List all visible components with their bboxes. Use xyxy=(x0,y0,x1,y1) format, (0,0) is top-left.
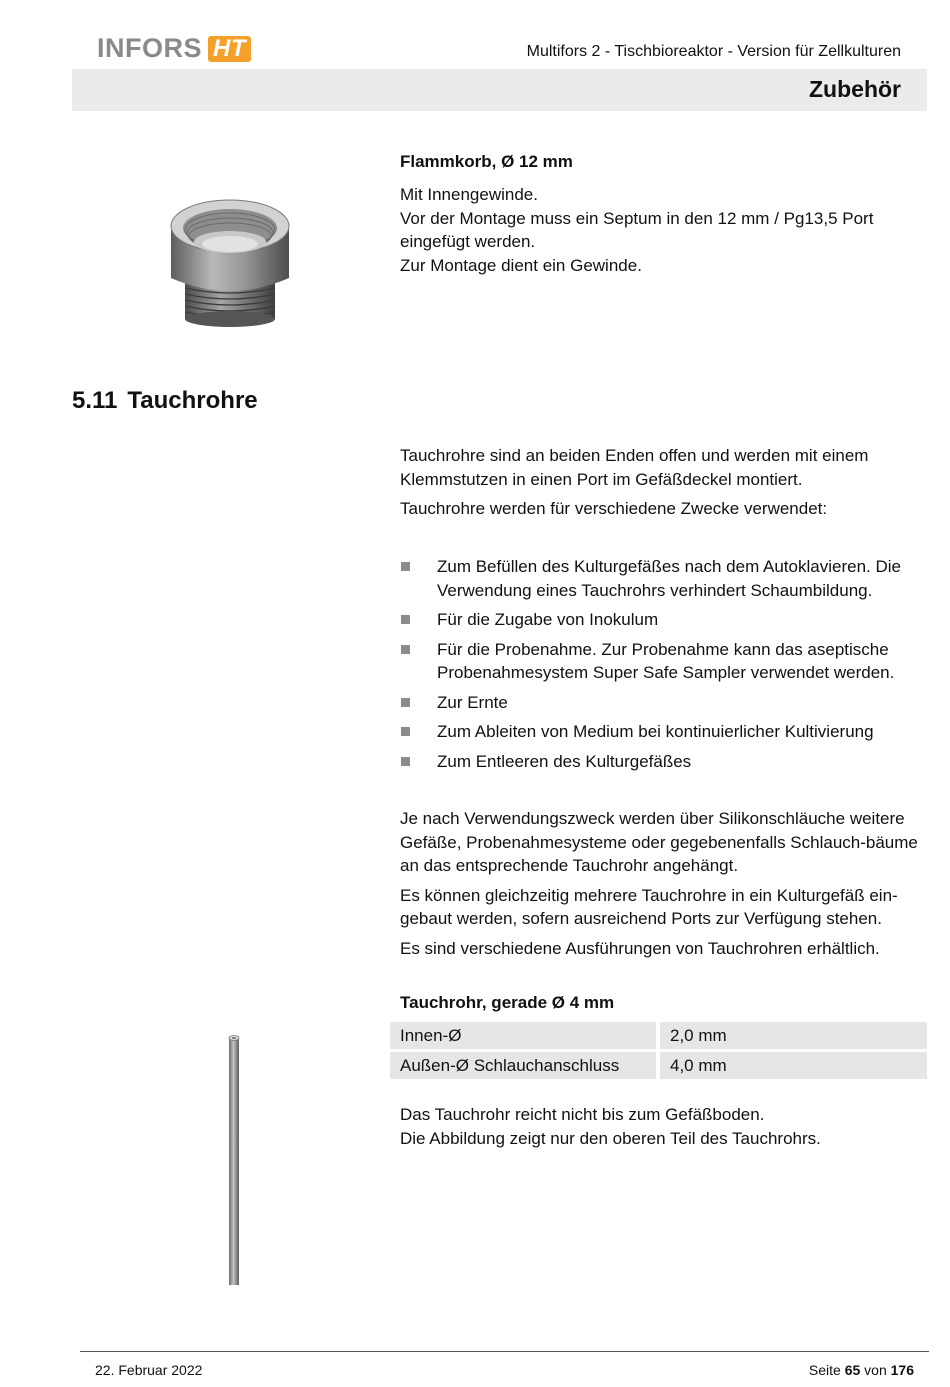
note-line: Das Tauchrohr reicht nicht bis zum Gefäßboden. xyxy=(400,1105,765,1124)
page-separator: von xyxy=(864,1362,887,1378)
flammkorb-line: Vor der Montage muss ein Septum in den 12 mm / Pg13,5 Port eingefügt werden. xyxy=(400,208,874,251)
page-number xyxy=(809,1362,914,1378)
square-bullet-icon xyxy=(401,698,410,707)
spec-key: Außen-Ø Schlauchanschluss xyxy=(390,1052,656,1079)
list-item xyxy=(400,638,928,685)
list-item xyxy=(400,750,928,774)
document-title: Multifors 2 - Tischbioreaktor - Version für Zellkulturen xyxy=(526,43,901,60)
company-logo xyxy=(97,33,251,64)
section-title: Zubehör xyxy=(809,76,901,102)
list-item-text: Zum Ableiten von Medium bei kontinuierlicher Kultivierung xyxy=(437,722,874,741)
list-item-text: Zum Befüllen des Kulturgefäßes nach dem Autoklavieren. Die Verwendung eines Tauchrohrs verhindert Schaumbildung. xyxy=(437,557,901,600)
spec-key: Innen-Ø xyxy=(390,1022,656,1049)
page-prefix: Seite xyxy=(808,1362,841,1378)
flammkorb-image xyxy=(165,186,295,333)
list-item xyxy=(400,720,928,744)
paragraph: Tauchrohre werden für verschiedene Zwecke verwendet: xyxy=(400,499,828,518)
list-item xyxy=(400,608,928,632)
flammkorb-description xyxy=(400,183,920,277)
square-bullet-icon xyxy=(401,615,410,624)
spec-value: 2,0 mm xyxy=(660,1022,927,1049)
chapter-title: Tauchrohre xyxy=(127,387,258,414)
page-current: 65 xyxy=(844,1362,861,1378)
square-bullet-icon xyxy=(401,727,410,736)
intro-text xyxy=(400,444,925,527)
paragraph: Es sind verschiedene Ausführungen von Tauchrohren erhältlich. xyxy=(400,938,880,958)
flammkorb-line: Zur Montage dient ein Gewinde. xyxy=(400,255,642,275)
list-item xyxy=(400,691,928,715)
paragraph: Je nach Verwendungszweck werden über Silikonschläuche weitere Gefäße, Probenahmesysteme oder gegebenenfalls Schlauch-bäume an das entsprechende Tauchrohr angehängt. xyxy=(400,809,918,875)
list-item-text: Für die Zugabe von Inokulum xyxy=(437,610,659,629)
list-item-text: Zur Ernte xyxy=(437,692,508,712)
logo-word: INFORS xyxy=(97,33,203,63)
logo-mark: HT xyxy=(208,36,251,62)
section-header-band xyxy=(72,69,927,111)
uses-list xyxy=(400,555,928,779)
page-total: 176 xyxy=(890,1362,914,1378)
table-row xyxy=(390,1052,927,1079)
footer-date: 22. Februar 2022 xyxy=(95,1362,203,1378)
tauchrohr-gerade-title: Tauchrohr, gerade Ø 4 mm xyxy=(400,993,615,1012)
footer-rule xyxy=(80,1351,929,1352)
flammkorb-title: Flammkorb, Ø 12 mm xyxy=(400,152,573,171)
details-text xyxy=(400,807,928,966)
tauchrohr-image xyxy=(225,1033,243,1294)
tauchrohr-note xyxy=(400,1103,920,1150)
paragraph: Tauchrohre sind an beiden Enden offen und werden mit einem Klemmstutzen in einen Port im Gefäßdeckel montiert. xyxy=(400,446,869,489)
flame-basket-illustration xyxy=(165,186,295,328)
dip-tube-illustration xyxy=(225,1033,243,1289)
square-bullet-icon xyxy=(401,757,410,766)
list-item-text: Zum Entleeren des Kulturgefäßes xyxy=(437,751,692,771)
spec-value: 4,0 mm xyxy=(660,1052,927,1079)
square-bullet-icon xyxy=(401,645,410,654)
chapter-number: 5.11 xyxy=(72,387,118,414)
list-item xyxy=(400,555,928,602)
table-row xyxy=(390,1022,927,1049)
chapter-heading xyxy=(72,387,258,415)
spec-table xyxy=(390,1022,927,1082)
list-item-text: Für die Probenahme. Zur Probenahme kann das aseptische Probenahmesystem Super Safe Sampler verwendet werden. xyxy=(437,639,895,682)
square-bullet-icon xyxy=(401,562,410,571)
flammkorb-line: Mit Innengewinde. xyxy=(400,185,538,204)
note-line: Die Abbildung zeigt nur den oberen Teil des Tauchrohrs. xyxy=(400,1128,821,1148)
paragraph: Es können gleichzeitig mehrere Tauchrohre in ein Kulturgefäß ein-gebaut werden, sofern ausreichend Ports zur Verfügung stehen. xyxy=(400,885,898,928)
